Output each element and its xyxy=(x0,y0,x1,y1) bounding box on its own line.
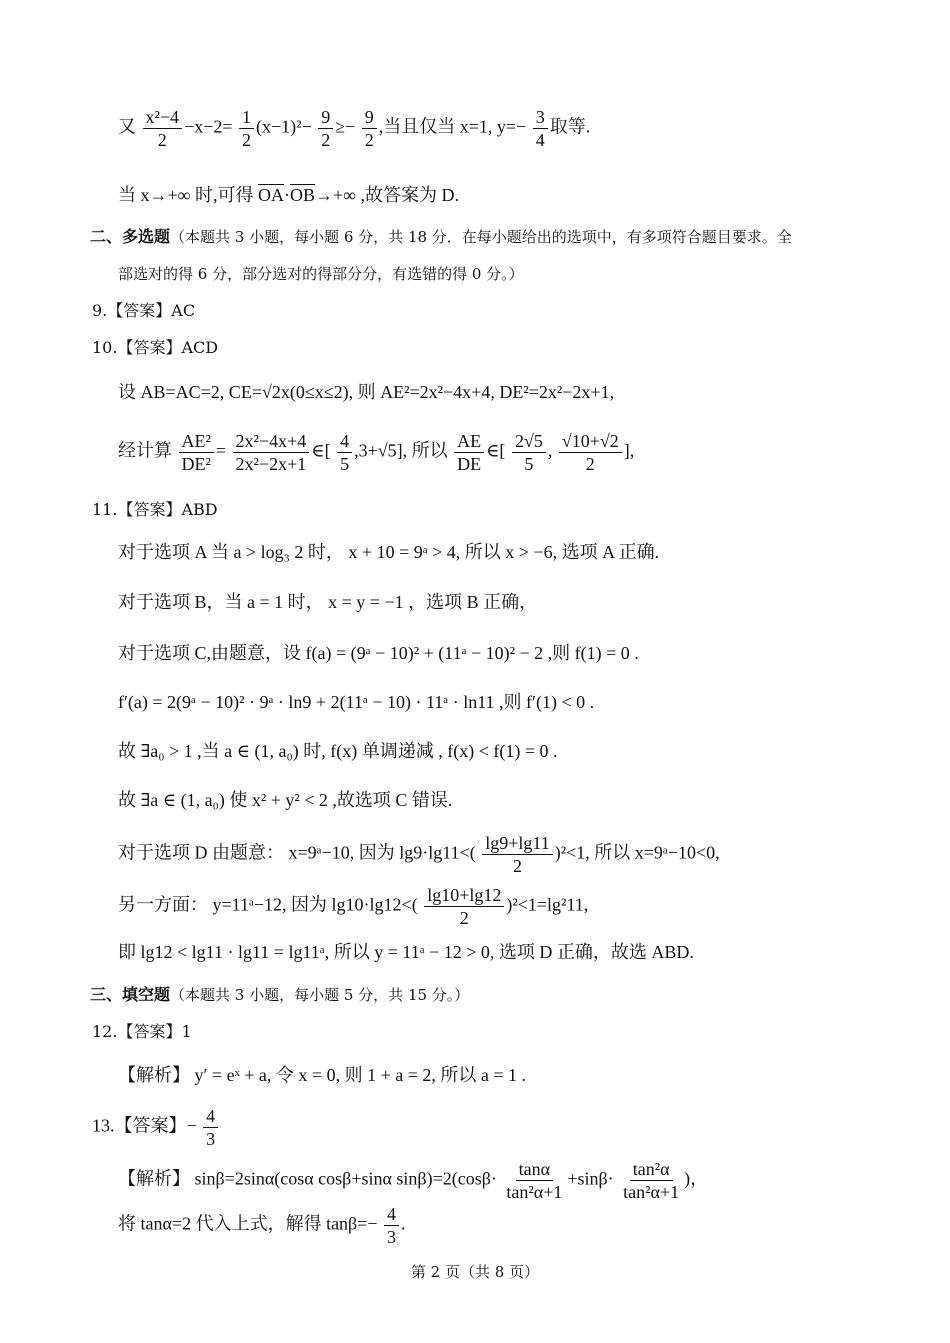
q13-explanation-1: 【解析】 sinβ=2sinα(cosα cosβ+sinα sinβ)=2(cosβ· $\frac{\tan\alpha}{\text{tan²α+1}}$ +sinβ· $\frac{\text{tan²α}}{\text{tan²α+1}}$ )， xyxy=(118,1159,709,1202)
section-2-heading: 二、多选题（本题共 3 小题，每小题 6 分，共 18 分．在每小题给出的选项中，有多项符合题目要求。全 xyxy=(90,227,792,246)
q11-option-c-1: 对于选项 C,由题意，设 f(a) = (9ᵃ − 10)² + (11ᵃ − 10)² − 2 ,则 f(1) = 0 . xyxy=(118,643,639,663)
section-2-heading-cont: 部选对的得 6 分，部分选对的得部分分，有选错的得 0 分。） xyxy=(118,265,524,283)
section-3-heading: 三、填空题（本题共 3 小题，每小题 5 分，共 15 分。） xyxy=(90,985,470,1004)
page-footer: 第 2 页（共 8 页） xyxy=(410,1263,540,1281)
q10-line-2: 经计算 $\frac{\text{AE²}}{\text{DE²}}$ = $\frac{\text{2x²−4x+4}}{\text{2x²−2x+1}}$ ∈[ $\frac{4}{5}$ ,3+√5], 所以 $\frac{AE}{DE}$ ∈[ $\frac{2√5}{5}$ , $\frac{√10+√2}{2}$ ], xyxy=(118,431,635,474)
answer-12: 12.【答案】1 xyxy=(92,1022,192,1041)
q11-option-d-3: 即 lg12 < lg11 · lg11 = lg11ᵃ, 所以 y = 11ᵃ − 12 > 0, 选项 D 正确，故选 ABD. xyxy=(118,942,694,962)
answer-9: 9.【答案】AC xyxy=(92,301,196,320)
line-2: 当 x→+∞ 时,可得 $\overline{OA}\cdot\overline{OB}\to+\infty$ ,故答案为 D. xyxy=(118,185,459,205)
q12-explanation: 【解析】 y′ = eˣ + a, 令 x = 0, 则 1 + a = 2, 所以 a = 1 . xyxy=(118,1065,527,1085)
q11-option-d-1: 对于选项 D 由题意： x=9ᵃ−10, 因为 lg9·lg11<( $\frac{\lg 9+\lg 11}{2}$ )²<1, 所以 x=9ᵃ−10<0, xyxy=(118,833,720,876)
q11-option-d-2: 另一方面： y=11ᵃ−12, 因为 lg10·lg12<( $\frac{\lg 10+\lg 12}{2}$ )²<1=lg²11, xyxy=(118,885,589,928)
q11-option-c-2: f′(a) = 2(9ᵃ − 10)² · 9ᵃ · ln9 + 2(11ᵃ − 10) · 11ᵃ · ln11 ,则 f′(1) < 0 . xyxy=(118,692,595,712)
q11-option-a: 对于选项 A 当 a > log₃ 2 时， x + 10 = 9ᵃ > 4, 所以 x > −6, 选项 A 正确. xyxy=(118,542,660,562)
q11-option-c-4: 故 ∃a ∈ (1, a₀) 使 x² + y² < 2 ,故选项 C 错误. xyxy=(118,790,453,810)
q11-option-b: 对于选项 B，当 a = 1 时， x = y = −1 ，选项 B 正确， xyxy=(118,592,538,612)
q11-option-c-3: 故 ∃a₀ > 1 ,当 a ∈ (1, a₀) 时, f(x) 单调递减 , f(x) < f(1) = 0 . xyxy=(118,741,558,761)
line-1: 又 $\frac{\text{x²−4}}{2}$ −x−2= $\frac{1}{2}$ (x−1)²− $\frac{9}{2}$ ≥− $\frac{9}{2}$ ,当且仅当 x=1, y=− $\frac{3}{4}$ 取等. xyxy=(118,107,591,150)
answer-10: 10.【答案】ACD xyxy=(92,338,219,357)
answer-11: 11.【答案】ABD xyxy=(92,500,218,519)
q10-line-1: 设 AB=AC=2, CE=√2x(0≤x≤2), 则 AE²=2x²−4x+4, DE²=2x²−2x+1, xyxy=(118,382,615,402)
answer-13: 13.【答案】− $\frac{4}{3}$ xyxy=(92,1105,220,1150)
q13-explanation-2: 将 tanα=2 代入上式，解得 tanβ=− $\frac{4}{3}$ . xyxy=(118,1204,406,1247)
